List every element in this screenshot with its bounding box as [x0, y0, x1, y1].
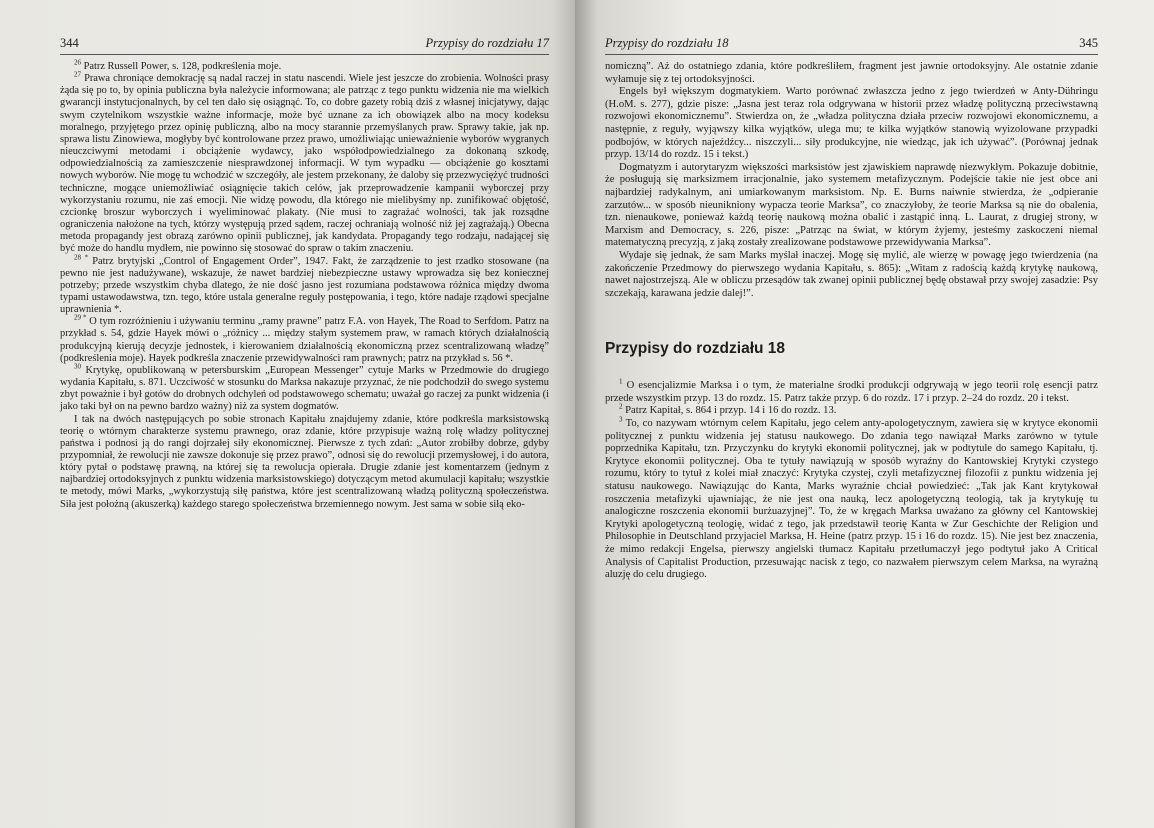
note-number: 1: [619, 377, 623, 386]
note-number: 2: [619, 402, 623, 411]
note-number: 3: [619, 415, 623, 424]
note-number: 29 *: [74, 313, 87, 322]
footnote: [605, 415, 1099, 582]
body-paragraph: nomiczną”. Aż do ostatniego zdania, które podkreśliłem, fragment jest jawnie ortodoksyjny. Ale ostatnie zdanie wyłamuje się z tej ortodoksyjności.: [605, 61, 1098, 85]
footnote: [60, 253, 549, 317]
body-paragraph: I tak na dwóch następujących po sobie stronach Kapitału znajdujemy zdanie, które podkreśla marksistowską teorię o wtórnym charakterze systemu prawnego, oraz zdanie, które przypisuje ważną rolę władzy politycznej państwa i podnosi ją do rangi dojrzałej siły ekonomicznej. Pierwsze z tych zdań: „Autor zrobiłby dobrze, gdyby przypomniał, że rewolucji nie zawsze dokonuje się przez prawo”, odnosi się do rewolucji przemysłowej, i do autora, który pytał o podstawę prawną, na której się ta rewolucja opierała. Drugie zdanie jest komentarzem (jednym z najbardziej ortodoksyjnych z punktu widzenia marksistowskiego) dotyczącym metod akumulacji kapitału; wszystkie te metody, mówi Marks, „wykorzystują siłę państwa, które jest scentralizowaną władzą polityczną społeczeństwa. Siła jest położną (akuszerką) każdego starego społeczeństwa brzemiennego nowym. Jest sama w sobie siłą eko-: [60, 413, 549, 510]
body-paragraph: Dogmatyzm i autorytaryzm większości marksistów jest zjawiskiem naprawdę niezwykłym. Pokazuje dobitnie, że posługują się marksizmem irracjonalnie, jako systemem metafizycznym. Podejście takie nie jest obce ani najbardziej radykalnym, ani umiarkowanym marksistom. Np. E. Burns naiwnie stwierdza, że „odpieranie zarzutów... w sposób nieunikniony wypacza teorie Marksa”, co znaczyłoby, że teorie Marksa są nie do obalenia, tzn. nienaukowe, ponieważ każdą teorię naukową można obalić i zastąpić inną. L. Laurat, z drugiej strony, w Marxism and Democracy, s. 226, pisze: „Patrząc na świat, w którym żyjemy, jesteśmy zaskoczeni niemal matematyczną precyzją, z jaką zostały zrealizowane podstawowe przewidywania Marksa”.: [605, 161, 1098, 249]
running-title: Przypisy do rozdziału 18: [605, 36, 729, 50]
left-running-head: [60, 36, 549, 55]
note-text: Patrz brytyjski „Control of Engagement Order”, 1947. Fakt, że zarządzenie to jest rzadko stosowane (na pewno nie jest nadużywane), wskazuje, że nawet bardziej niebezpieczne ustawy wprowadza się bez koniecznej potrzeby; przede wszystkim chyba dlatego, że nie dość jasno jest rozumiana podstawowa różnica między dwoma typami ustawodawstwa, tzn. tego, które ustala generalne reguły postępowania, i tego, które nadaje rządowi specjalne uprawnienia *.: [60, 255, 549, 316]
body-paragraph: Engels był większym dogmatykiem. Warto porównać zwłaszcza jedno z jego twierdzeń w Anty-Dühringu (H.oM. s. 277), gdzie pisze: „Jasna jest teraz rola odgrywana w historii przez władzę polityczną przeciwstawną rozwojowi ekonomicznemu”. Stwierdza on, że „władza polityczna działa przeciw rozwojowi ekonomicznemu, a następnie, z reguły, wyjąwszy kilka wyjątków, ulega mu; te kilka wyjątków stanowią wyizolowane przypadki podbojów, w których najeźdźcy... niszczyli... siły produkcyjne, nie wiedząc, jak ich używać”. (Porównaj jednak przyp. 13/14 do rozdz. 15 i tekst.): [605, 86, 1098, 161]
right-page: [575, 0, 1154, 828]
note-text: Prawa chroniące demokrację są nadal raczej in statu nascendi. Wiele jest jeszcze do zrobienia. Wolności prasy żąda się po to, by opinia publiczna była należycie informowana; ale patrząc z tego punktu widzenia nie ma wielkich gwarancji instytucjonalnych, by cel ten dało się osiągnąć. To, co dobre gazety robią dziś z własnej inicjatywy, dając swym czytelnikom wszystkie ważne informacje, może być uznane za ich obowiązek albo na mocy kodeksu moralnego, przyjętego przez opinię publiczną, albo na mocy starannie przemyślanych praw. Sprawy takie, jak np. sprawa listu Zinowiewa, mogłyby być kontrolowane przez prawo, umożliwiając unieważnienie wyborów wygranych nieuczciwymi metodami i obciążenie wydawcy, jako współodpowiedzialnego za dokonaną szkodę, odpowiedzialnością za zamieszczenie niesprawdzonej informacji. W tym wypadku — obciążenie go kosztami nowych wyborów. Nie mogę tu wchodzić w szczegóły, ale jestem przekonany, że daloby się przezwyciężyć trudności techniczne, mogące uniemożliwiać osiągnięcie takich celów, jak przeprowadzenie kampanii wyborczej przy wykorzystaniu rozumu, nie zaś emocji. Nie widzę powodu, dla którego nie mielibyśmy np. zunifikować objętość, czcionkę broszur wyborczych i wyeliminować plakaty. (Nie musi to zagrażać wolności, tak jak rozsądne ograniczenia nałożone na tych, którzy występują przed sądem, raczej ochraniają wolność niż jej zagrażają.) Obecna metoda propagandy jest obrazą zarówno opinii publicznej, jak kandydata. Propagandy tego rodzaju, nadającej się być może do handlu mydłem, nie powinno się stosować do spraw o takim znaczeniu.: [60, 73, 549, 255]
note-text: Patrz Russell Power, s. 128, podkreślenia moje.: [83, 61, 282, 72]
footnote: [60, 58, 549, 73]
note-number: 26: [74, 58, 81, 67]
note-number: 27: [74, 70, 81, 79]
page-number: 345: [1079, 36, 1098, 50]
body-paragraph: Wydaje się jednak, że sam Marks myślał inaczej. Mogę się mylić, ale wierzę w powagę jego twierdzenia (na zakończenie Przedmowy do pierwszego wydania Kapitału, s. 865): „Witam z radością każdą krytykę naukową, nawet najostrzejszą. Ale w obliczu przesądów tak zwanej opinii publicznej będę obstawał przy swojej zasadzie: Psy szczekają, karawana jedzie dalej!”.: [605, 249, 1098, 299]
left-page: [0, 0, 575, 828]
note-text: Krytykę, opublikowaną w petersburskim „European Messenger” cytuje Marks w Przedmowie do drugiego wydania Kapitału, s. 871. Uczciwość w stosunku do Marksa nakazuje przyznać, że nie podchodził do swego systemu zbyt poważnie i był gotów do drobnych odchyleń od podstawowego schematu; uważał go raczej za punkt widzenia (i jako taki był on na pewno bardzo ważny) niż za system dogmatów.: [60, 364, 549, 413]
footnote: [60, 362, 549, 414]
note-number: 30: [74, 362, 81, 371]
footnote: [605, 377, 1098, 405]
note-text: O esencjalizmie Marksa i o tym, że materialne środki produkcji odgrywają w jego teorii rolę esencji patrz przede wszystkim przyp. 13 do rozdz. 15. Patrz także przyp. 6 do rozdz. 17 i przyp. 2–24 do rozdz. 20 i tekst.: [605, 380, 1098, 404]
footnote: [60, 313, 549, 365]
running-title: Przypisy do rozdziału 17: [425, 36, 549, 50]
section-heading: Przypisy do rozdziału 18: [605, 340, 786, 358]
note-text: To, co nazywam wtórnym celem Kapitału, jego celem anty-apologetycznym, zawiera się w krytyce ekonomii politycznej z punktu widzenia jej statusu naukowego. Do zdania tego nawiązał Marks zarówno w tytule poprzednika Kapitału, tzn. Przyczynku do krytyki ekonomii politycznej, jak w podtytule do samego Kapitału, tj. Krytyce ekonomii politycznej. Oba te tytuły nawiązują w sposób wyraźny do Kantowskiej Krytyki czystego rozumu, który to tytuł z kolei miał znaczyć: Krytyka czystej, czyli metafizycznej filozofii z punktu widzenia jej statusu naukowego. Nawiązując do Kanta, Marks wyraźnie chciał powiedzieć: „Tak jak Kant krytykował roszczenia metafizyki ujawniając, że nie jest ona nauką, lecz apologetyczną teologią, tak ja krytykuję tu analogiczne roszczenia ekonomii burżuazyjnej”. To, że w kręgach Marksa uważano za główny cel Kantowskiej Krytyki apologetyczną teologię, widać z tego, jak przedstawił teorię Kanta w Zur Geschichte der Religion und Philosophie in Deutschland przyjaciel Marksa, H. Heine (patrz przyp. 15 i 16 do rozdz. 15). Nie jest bez znaczenia, że mimo redakcji Engelsa, pierwszy angielski tłumacz Kapitału przetłumaczył jego podtytuł jako A Critical Analysis of Capitalist Production, przesuwając nacisk z tego, co nazwałem pierwszym celem Marksa, na wyraźną aluzję do celu drugiego.: [605, 418, 1099, 581]
right-running-head: [605, 36, 1098, 55]
footnote: [605, 402, 1098, 418]
footnote: [60, 70, 549, 255]
note-text: O tym rozróżnieniu i używaniu terminu „ramy prawne” patrz F.A. von Hayek, The Road to Serfdom. Patrz na przykład s. 54, gdzie Hayek mówi o „różnicy ... między stałym systemem praw, w ramach których działalnością produkcyjną kierują decyzje jednostek, i kierowaniem działalnością ekonomiczną przez scentralizowaną władzę” (podkreślenia moje). Hayek podkreśla znaczenie przewidywalności ram prawnych; patrz na przykład s. 56 *.: [60, 316, 549, 364]
page-number: 344: [60, 36, 79, 50]
note-number: 28 *: [74, 253, 88, 262]
note-text: Patrz Kapitał, s. 864 i przyp. 14 i 16 do rozdz. 13.: [625, 405, 837, 417]
